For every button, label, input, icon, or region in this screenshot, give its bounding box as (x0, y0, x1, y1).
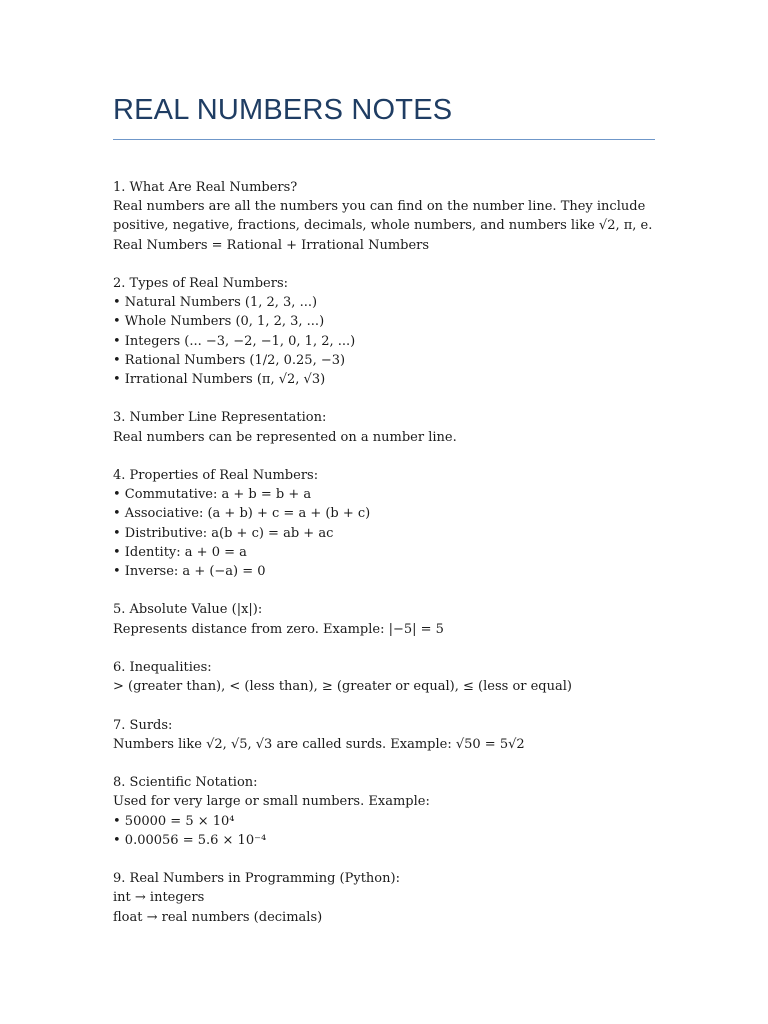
list-item: • Commutative: a + b = b + a (113, 487, 312, 503)
section-properties (113, 466, 673, 581)
section-text: Real numbers can be represented on a number line. (113, 429, 457, 445)
notes-body (113, 178, 673, 946)
list-item: • 0.00056 = 5.6 × 10⁻⁴ (113, 832, 267, 848)
section-heading: 7. Surds: (113, 717, 173, 733)
section-inequalities (113, 658, 673, 696)
section-heading: 3. Number Line Representation: (113, 410, 327, 426)
section-text: Real numbers are all the numbers you can find on the number line. They include positive, negative, fractions, decimals, whole numbers, and numbers like √2, π, e. (113, 199, 653, 234)
list-item: • Inverse: a + (−a) = 0 (113, 564, 266, 580)
list-item: • Irrational Numbers (π, √2, √3) (113, 372, 326, 388)
list-item: • Rational Numbers (1/2, 0.25, −3) (113, 352, 346, 368)
section-text: > (greater than), < (less than), ≥ (greater or equal), ≤ (less or equal) (113, 679, 572, 695)
page-title: REAL NUMBERS NOTES (113, 94, 453, 126)
section-heading: 6. Inequalities: (113, 660, 212, 675)
section-text: Represents distance from zero. Example: |−5| = 5 (113, 621, 444, 637)
list-item: • Whole Numbers (0, 1, 2, 3, ...) (113, 314, 325, 330)
section-heading: 4. Properties of Real Numbers: (113, 468, 319, 483)
list-item: • Natural Numbers (1, 2, 3, ...) (113, 295, 318, 311)
section-surds (113, 716, 673, 754)
section-heading: 8. Scientific Notation: (113, 775, 258, 791)
list-item: • Associative: (a + b) + c = a + (b + c) (113, 506, 371, 522)
section-number-line (113, 408, 673, 446)
title-underline (113, 139, 655, 140)
section-heading: 2. Types of Real Numbers: (113, 276, 289, 291)
section-absolute-value (113, 600, 673, 638)
section-what-are-real-numbers (113, 178, 673, 255)
section-scientific-notation (113, 773, 673, 850)
list-item: • Distributive: a(b + c) = ab + ac (113, 525, 334, 541)
section-heading: 1. What Are Real Numbers? (113, 180, 298, 195)
section-heading: 5. Absolute Value (|x|): (113, 602, 263, 618)
section-programming (113, 869, 673, 927)
section-text: float → real numbers (decimals) (113, 909, 323, 925)
section-text: Numbers like √2, √5, √3 are called surds. Example: √50 = 5√2 (113, 736, 525, 752)
section-heading: 9. Real Numbers in Programming (Python): (113, 871, 400, 887)
section-types-of-real-numbers (113, 274, 673, 389)
list-item: • Integers (... −3, −2, −1, 0, 1, 2, ...) (113, 333, 356, 349)
list-item: • 50000 = 5 × 10⁴ (113, 813, 235, 829)
section-text: int → integers (113, 890, 205, 906)
section-text: Real Numbers = Rational + Irrational Numbers (113, 237, 430, 253)
section-text: Used for very large or small numbers. Example: (113, 794, 430, 810)
list-item: • Identity: a + 0 = a (113, 544, 247, 560)
